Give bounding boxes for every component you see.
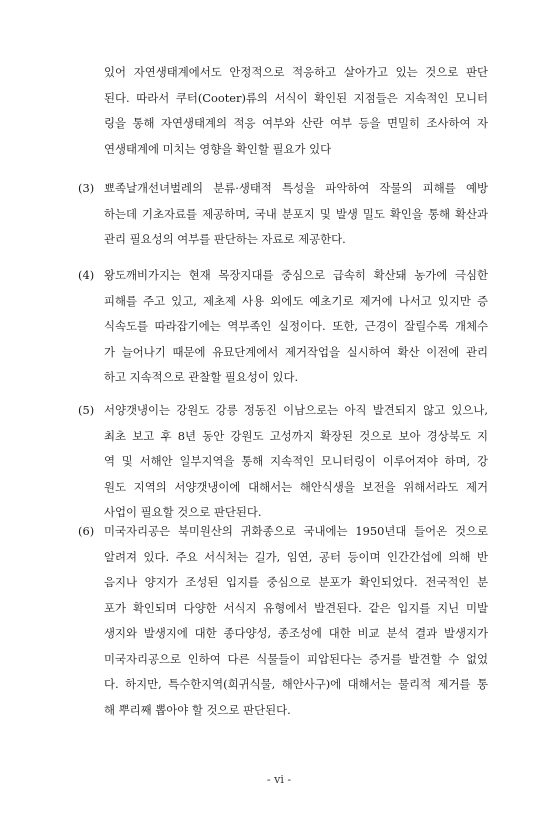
paragraph-line: 피해를 주고 있고, 제초제 사용 외에도 예초기로 제거에 나서고 있지만 증	[104, 293, 488, 308]
paragraph-line: 생지와 발생지에 대한 종다양성, 종조성에 대한 비교 분석 결과 발생지가	[104, 626, 488, 640]
paragraph-line: 가 늘어나기 때문에 유묘단계에서 제거작업을 실시하여 확산 이전에 관리	[104, 344, 488, 359]
paragraph-line: 식속도를 따라잡기에는 역부족인 실정이다. 또한, 근경이 잘릴수록 개체수	[104, 319, 488, 333]
list-item-marker: (6)	[78, 524, 95, 538]
paragraph-line: 해 뿌리째 뽑아야 할 것으로 판단된다.	[104, 702, 291, 717]
paragraph-line: 된다. 따라서 쿠터(Cooter)류의 서식이 확인된 지점들은 지속적인 모니터	[104, 90, 488, 105]
list-item-marker: (4)	[78, 268, 95, 282]
paragraph-line: 관리 필요성의 여부를 판단하는 자료로 제공한다.	[104, 232, 346, 246]
list-item-marker: (5)	[78, 403, 95, 417]
paragraph-line: 음지나 양지가 조성된 입지를 중심으로 분포가 확인되었다. 전국적인 분	[104, 575, 488, 589]
paragraph-line: 링을 통해 자연생태계의 적응 여부와 산란 여부 등을 면밀히 조사하여 자	[104, 116, 488, 130]
paragraph-line: 미국자리공으로 인하여 다른 식물들이 피압된다는 증거를 발견할 수 없었	[104, 651, 488, 666]
page-number: - vi -	[266, 773, 292, 786]
paragraph-line: 원도 지역의 서양갯냉이에 대해서는 해안식생을 보전을 위해서라도 제거	[104, 479, 488, 494]
list-item-marker: (3)	[78, 181, 95, 195]
paragraph-line: 포가 확인되며 다양한 서식지 유형에서 발견된다. 같은 입지를 지닌 미발	[104, 600, 488, 615]
continuation-paragraph	[104, 60, 488, 162]
paragraph-line: 뾰족날개선녀벌레의 분류·생태적 특성을 파악하여 작물의 피해를 예방	[104, 181, 488, 195]
paragraph-line: 알려져 있다. 주요 서식처는 길가, 임연, 공터 등이며 인간간섭에 의해 반	[104, 549, 488, 564]
list-item-body	[104, 176, 488, 253]
paragraph-line: 연생태계에 미치는 영향을 확인할 필요가 있다	[104, 141, 332, 156]
paragraph-line: 서양갯냉이는 강원도 강릉 정동진 이남으로는 아직 발견되지 않고 있으나,	[104, 403, 488, 417]
paragraph-line: 왕도깨비가지는 현재 목장지대를 중심으로 급속히 확산돼 농가에 극심한	[104, 268, 488, 282]
paragraph-line: 사업이 필요할 것으로 판단된다.	[104, 505, 262, 519]
paragraph-line: 하고 지속적으로 관찰할 필요성이 있다.	[104, 370, 299, 384]
list-item-body	[104, 398, 488, 526]
paragraph-line: 최초 보고 후 8년 동안 강원도 고성까지 확장된 것으로 보아 경상북도 지	[104, 428, 488, 443]
paragraph-line: 미국자리공은 북미원산의 귀화종으로 국내에는 1950년대 들어온 것으로	[104, 524, 488, 538]
list-item-body	[104, 519, 488, 723]
paragraph-line: 하는데 기초자료를 제공하며, 국내 분포지 및 발생 밀도 확인을 통해 확산과	[104, 206, 488, 221]
list-item-body	[104, 263, 488, 391]
paragraph-line: 다. 하지만, 특수한지역(희귀식물, 해안사구)에 대해서는 물리적 제거를 통	[104, 677, 488, 691]
paragraph-line: 있어 자연생태계에서도 안정적으로 적응하고 살아가고 있는 것으로 판단	[104, 65, 488, 79]
paragraph-line: 역 및 서해안 일부지역을 통해 지속적인 모니터링이 이루어져야 하며, 강	[104, 454, 488, 468]
